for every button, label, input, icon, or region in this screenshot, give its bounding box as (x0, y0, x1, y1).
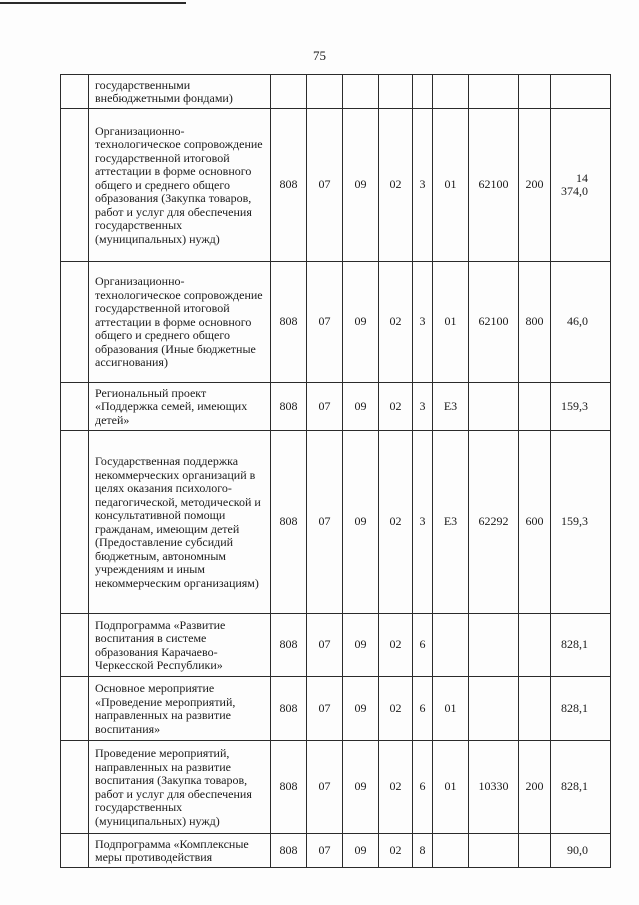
event-code (433, 834, 469, 868)
table-row (61, 262, 611, 383)
blank-cell (61, 383, 89, 431)
expense-type-code (519, 614, 551, 677)
subprogram-code: 3 (413, 109, 433, 262)
table-row (61, 431, 611, 614)
page-number: 75 (313, 48, 326, 63)
amount: 90,0 (551, 834, 611, 868)
blank-cell (61, 677, 89, 741)
direction-code: 62100 (469, 109, 519, 262)
direction-code (469, 677, 519, 741)
event-code: 01 (433, 109, 469, 262)
event-code: Е3 (433, 383, 469, 431)
section-code: 07 (307, 677, 343, 741)
expense-type-code: 800 (519, 262, 551, 383)
program-code: 02 (379, 431, 413, 614)
event-code: Е3 (433, 431, 469, 614)
blank-cell (61, 741, 89, 834)
program-code: 02 (379, 677, 413, 741)
expense-type-code: 200 (519, 741, 551, 834)
amount: 828,1 (551, 614, 611, 677)
row-description: Организационно-технологическое сопровождение государственной итоговой аттестации в форме основного общего и среднего общего образования (Иные бюджетные ассигнования) (89, 262, 271, 383)
amount: 159,3 (551, 383, 611, 431)
event-code: 01 (433, 741, 469, 834)
program-code: 02 (379, 614, 413, 677)
event-code (433, 614, 469, 677)
direction-code (469, 834, 519, 868)
subprogram-code: 3 (413, 383, 433, 431)
amount: 828,1 (551, 741, 611, 834)
row-description: Подпрограмма «Комплексные меры противодействия (89, 834, 271, 868)
expense-type-code (519, 383, 551, 431)
table-row (61, 75, 611, 109)
subprogram-code: 6 (413, 614, 433, 677)
expense-type-code: 200 (519, 109, 551, 262)
blank-cell (61, 431, 89, 614)
ministry-code: 808 (271, 834, 307, 868)
subsection-code: 09 (343, 383, 379, 431)
amount: 828,1 (551, 677, 611, 741)
direction-code (469, 614, 519, 677)
table-row (61, 614, 611, 677)
budget-table (60, 74, 611, 868)
event-code: 01 (433, 677, 469, 741)
section-code: 07 (307, 109, 343, 262)
ministry-code: 808 (271, 431, 307, 614)
expense-type-code (519, 834, 551, 868)
program-code: 02 (379, 741, 413, 834)
direction-code: 10330 (469, 741, 519, 834)
subprogram-code: 6 (413, 741, 433, 834)
row-description: Организационно-технологическое сопровождение государственной итоговой аттестации в форме основного общего и среднего общего образования (Закупка товаров, работ и услуг для обеспечения государственных (муниципальных) нужд) (89, 109, 271, 262)
row-description: Проведение мероприятий, направленных на развитие воспитания (Закупка товаров, работ и услуг для обеспечения государственных (муниципальных) нужд) (89, 741, 271, 834)
subsection-code (343, 75, 379, 109)
amount: 46,0 (551, 262, 611, 383)
event-code (433, 75, 469, 109)
row-description: Основное мероприятие «Проведение мероприятий, направленных на развитие воспитания» (89, 677, 271, 741)
section-code: 07 (307, 262, 343, 383)
ministry-code: 808 (271, 383, 307, 431)
program-code: 02 (379, 834, 413, 868)
subprogram-code: 6 (413, 677, 433, 741)
section-code: 07 (307, 614, 343, 677)
ministry-code: 808 (271, 614, 307, 677)
direction-code: 62100 (469, 262, 519, 383)
blank-cell (61, 262, 89, 383)
subsection-code: 09 (343, 677, 379, 741)
subsection-code: 09 (343, 109, 379, 262)
subprogram-code: 8 (413, 834, 433, 868)
section-code: 07 (307, 741, 343, 834)
row-description: Региональный проект «Поддержка семей, имеющих детей» (89, 383, 271, 431)
program-code: 02 (379, 383, 413, 431)
row-description: Государственная поддержка некоммерческих организаций в целях оказания психолого-педагогической, методической и консультативной помощи гражданам, имеющим детей (Предоставление субсидий бюджетным, автономным учреждениям и иным некоммерческим организациям) (89, 431, 271, 614)
table-row (61, 677, 611, 741)
direction-code (469, 75, 519, 109)
amount: 159,3 (551, 431, 611, 614)
ministry-code: 808 (271, 677, 307, 741)
subsection-code: 09 (343, 262, 379, 383)
ministry-code: 808 (271, 741, 307, 834)
table-row (61, 383, 611, 431)
subsection-code: 09 (343, 834, 379, 868)
section-code: 07 (307, 834, 343, 868)
direction-code: 62292 (469, 431, 519, 614)
ministry-code (271, 75, 307, 109)
subprogram-code: 3 (413, 262, 433, 383)
blank-cell (61, 75, 89, 109)
amount: 14 374,0 (551, 109, 611, 262)
section-code: 07 (307, 431, 343, 614)
blank-cell (61, 834, 89, 868)
ministry-code: 808 (271, 262, 307, 383)
subprogram-code: 3 (413, 431, 433, 614)
scan-edge-line (0, 2, 186, 4)
subsection-code: 09 (343, 431, 379, 614)
expense-type-code (519, 75, 551, 109)
table-row (61, 741, 611, 834)
expense-type-code (519, 677, 551, 741)
blank-cell (61, 109, 89, 262)
section-code (307, 75, 343, 109)
amount (551, 75, 611, 109)
program-code: 02 (379, 109, 413, 262)
program-code: 02 (379, 262, 413, 383)
blank-cell (61, 614, 89, 677)
row-description: Подпрограмма «Развитие воспитания в системе образования Карачаево-Черкесской Республики» (89, 614, 271, 677)
direction-code (469, 383, 519, 431)
row-description: государственными внебюджетными фондами) (89, 75, 271, 109)
section-code: 07 (307, 383, 343, 431)
subprogram-code (413, 75, 433, 109)
event-code: 01 (433, 262, 469, 383)
table-row (61, 109, 611, 262)
subsection-code: 09 (343, 741, 379, 834)
subsection-code: 09 (343, 614, 379, 677)
expense-type-code: 600 (519, 431, 551, 614)
ministry-code: 808 (271, 109, 307, 262)
program-code (379, 75, 413, 109)
table-row (61, 834, 611, 868)
